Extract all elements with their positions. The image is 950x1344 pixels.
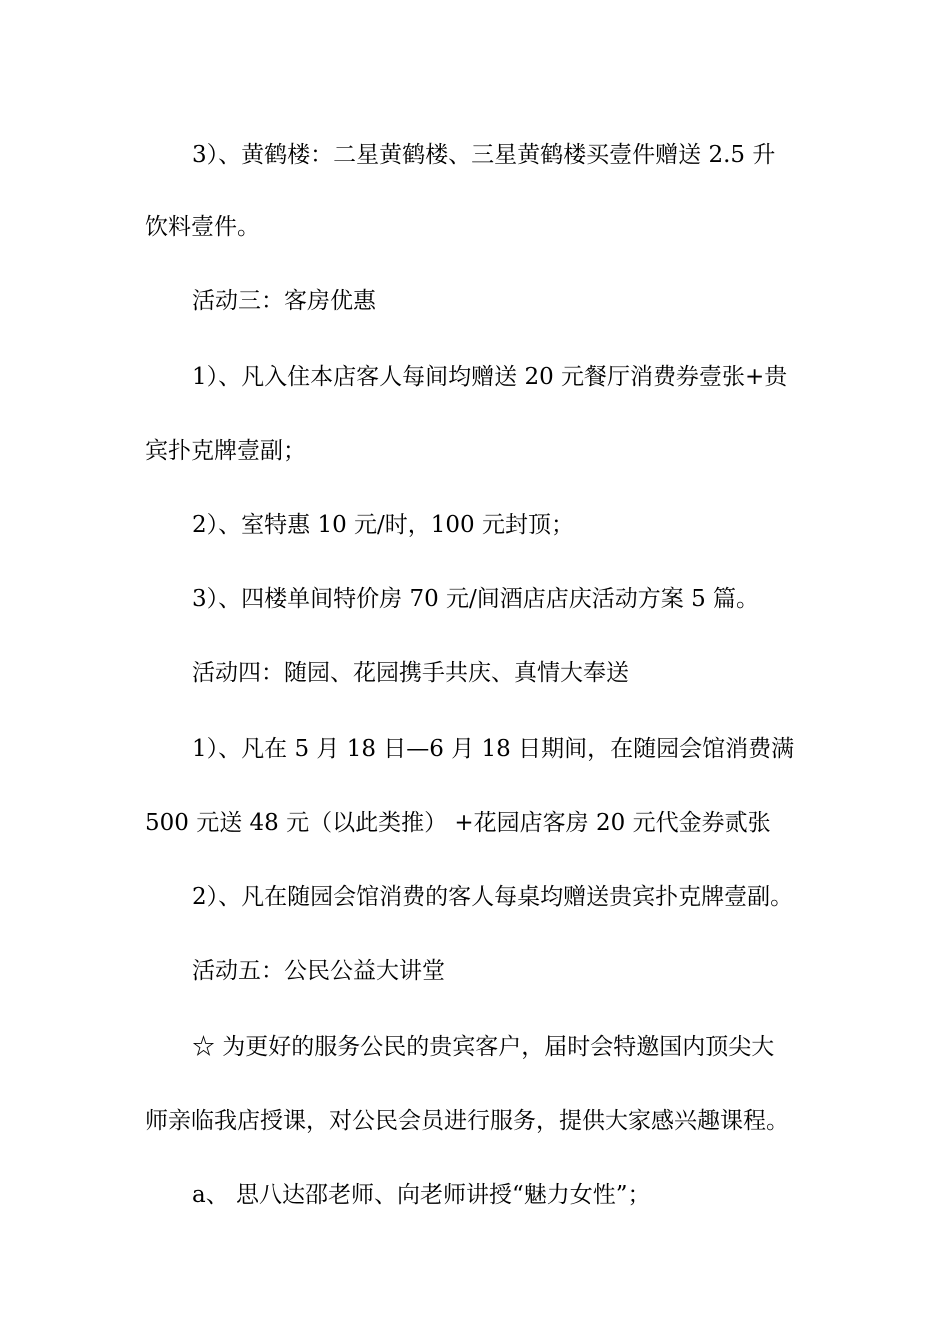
paragraph-line: a、 思八达邵老师、向老师讲授“魅力女性”；: [192, 1182, 651, 1208]
paragraph-line: 1）、凡入住本店客人每间均赠送 20 元餐厅消费券壹张+贵: [192, 364, 788, 390]
paragraph-line: 饮料壹件。: [145, 214, 260, 240]
paragraph-line: ☆ 为更好的服务公民的贵宾客户，届时会特邀国内顶尖大: [192, 1034, 775, 1060]
paragraph-line: 师亲临我店授课，对公民会员进行服务，提供大家感兴趣课程。: [145, 1108, 789, 1134]
paragraph-line: 3）、黄鹤楼：二星黄鹤楼、三星黄鹤楼买壹件赠送 2.5 升: [192, 142, 776, 168]
paragraph-line: 2）、凡在随园会馆消费的客人每桌均赠送贵宾扑克牌壹副。: [192, 884, 794, 910]
paragraph-line: 宾扑克牌壹副；: [145, 438, 306, 464]
section-heading: 活动五：公民公益大讲堂: [192, 958, 445, 984]
section-heading: 活动三：客房优惠: [192, 288, 376, 314]
paragraph-line: 500 元送 48 元（以此类推） +花园店客房 20 元代金券贰张: [145, 810, 771, 836]
paragraph-line: 1）、凡在 5 月 18 日—6 月 18 日期间，在随园会馆消费满: [192, 736, 795, 762]
paragraph-line: 3）、四楼单间特价房 70 元/间酒店店庆活动方案 5 篇。: [192, 586, 760, 612]
section-heading: 活动四：随园、花园携手共庆、真情大奉送: [192, 660, 629, 686]
paragraph-line: 2）、室特惠 10 元/时，100 元封顶；: [192, 512, 574, 538]
